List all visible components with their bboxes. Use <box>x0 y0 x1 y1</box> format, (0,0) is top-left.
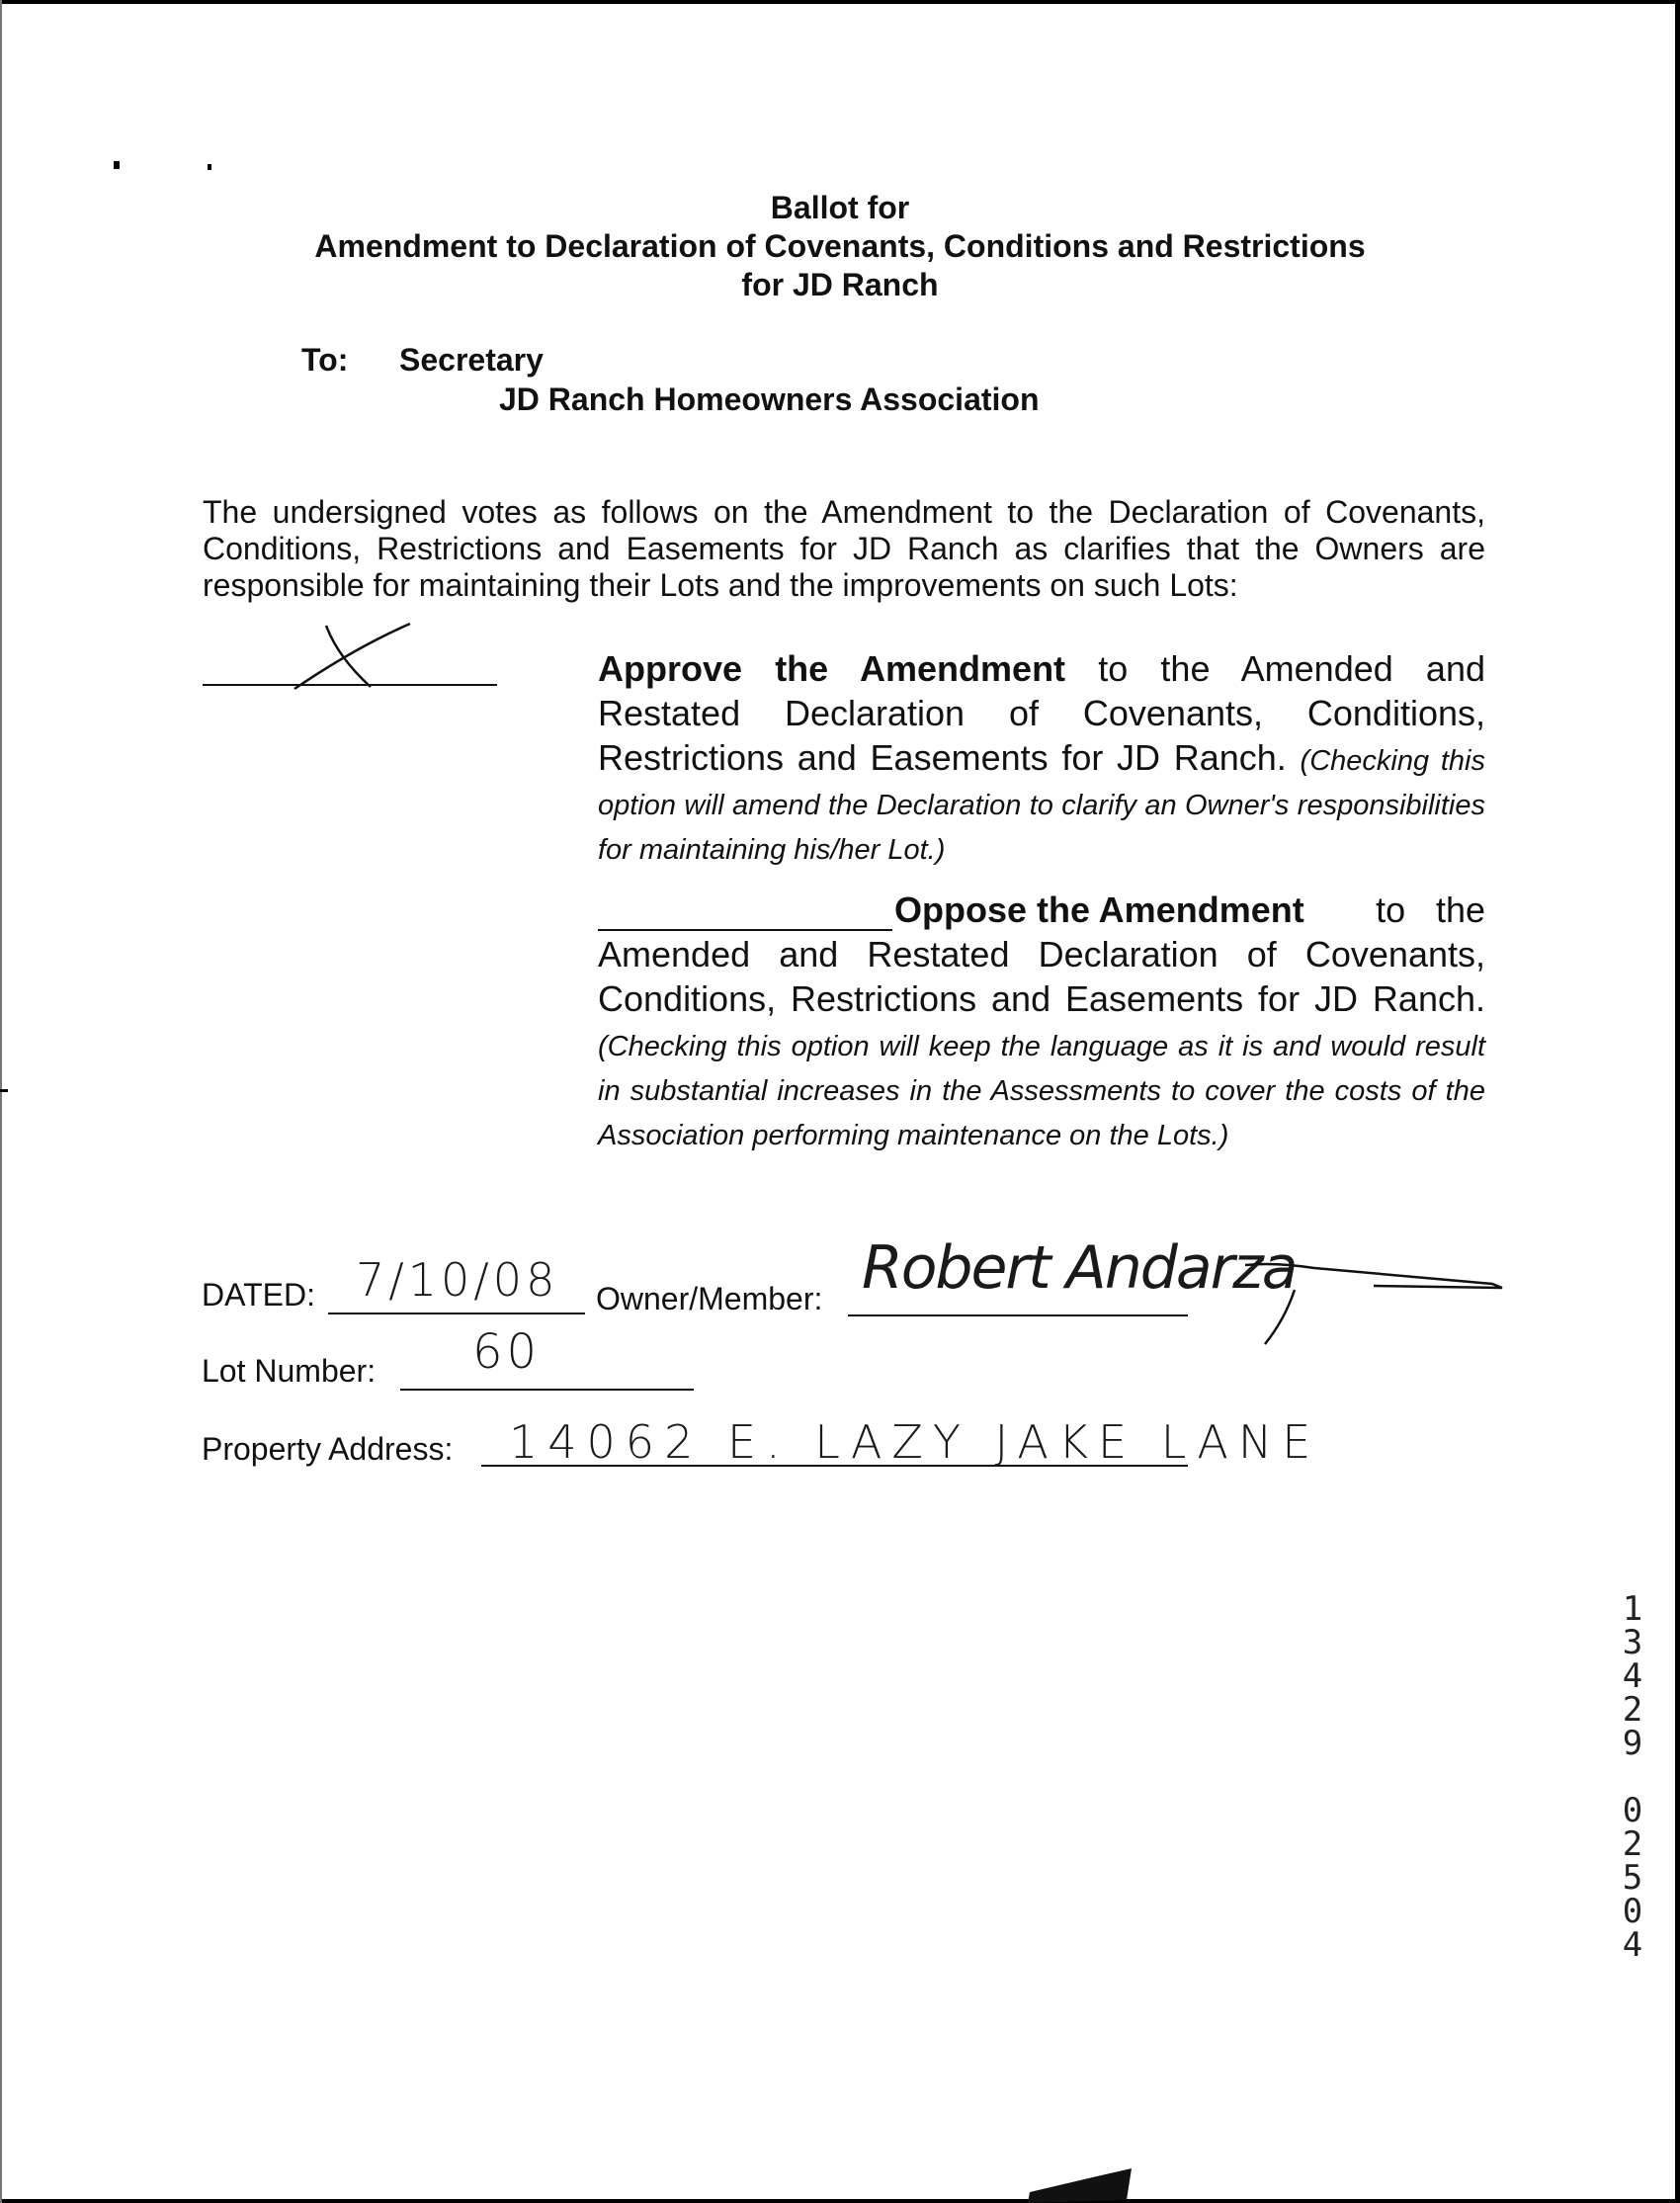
to-organization: JD Ranch Homeowners Association <box>499 381 1040 417</box>
oppose-option-note: (Checking this option will keep the language as it is and would result in substantial increases in the Assessments to cover the costs of the Association performing maintenance on the Lots.) <box>598 1031 1485 1151</box>
scan-edge-left <box>0 0 2 2203</box>
oppose-option-heading: Oppose the Amendment <box>894 890 1304 930</box>
document-stamp-text: 13429 02504 <box>1613 1589 1652 1959</box>
property-address-label: Property Address: <box>202 1431 454 1467</box>
scan-edge-bottom <box>0 2199 1680 2203</box>
approve-option-text <box>598 646 1485 869</box>
dated-value: 7/10/08 <box>356 1253 559 1307</box>
scan-speck <box>0 1089 8 1092</box>
scan-edge-top <box>0 0 1680 4</box>
scan-edge-right <box>1675 0 1680 2203</box>
to-label: To: <box>301 342 349 378</box>
dated-label: DATED: <box>202 1277 315 1313</box>
approve-option-body: to the Amended and Restated Declaration of Covenants, Conditions, Restrictions and Easements for JD Ranch. <box>598 648 1486 778</box>
owner-signature-line[interactable] <box>848 1314 1188 1316</box>
scan-speck <box>114 161 120 169</box>
property-address-value: 14062 E. LAZY JAKE LANE <box>509 1415 1321 1469</box>
document-stamp-number <box>1603 1589 1662 1961</box>
signature-flourish <box>1235 1250 1512 1359</box>
ballot-title-line1: Ballot for <box>770 190 910 225</box>
approve-option-note: (Checking this option will amend the Declaration to clarify an Owner's responsibilities for maintaining his/her Lot.) <box>598 745 1485 866</box>
oppose-option-body: to the Amended and Restated Declaration of Covenants, Conditions, Restrictions and Easements for JD Ranch. <box>598 890 1485 1019</box>
owner-member-label: Owner/Member: <box>596 1281 823 1316</box>
approve-x-mark <box>287 618 420 697</box>
to-recipient: Secretary <box>399 342 544 378</box>
lot-number-label: Lot Number: <box>202 1353 377 1389</box>
dated-field-line[interactable] <box>328 1313 585 1314</box>
intro-paragraph: The undersigned votes as follows on the Amendment to the Declaration of Covenants, Conditions, Restrictions and Easements for JD Ranch as clarifies that the Owners are responsible for maintaining their Lots and the improvements on such Lots: <box>203 494 1485 603</box>
lot-number-line[interactable] <box>400 1389 694 1391</box>
approve-option-heading: Approve the Amendment <box>598 648 1066 689</box>
lot-number-value: 60 <box>472 1324 542 1380</box>
owner-signature: Robert Andarza <box>862 1233 1297 1303</box>
ballot-title-line3: for JD Ranch <box>741 267 939 302</box>
scan-blotch <box>1028 2164 1136 2203</box>
scan-speck <box>208 164 211 170</box>
ballot-title-line2: Amendment to Declaration of Covenants, Conditions and Restrictions <box>314 228 1366 264</box>
oppose-option-text <box>598 888 1485 1154</box>
